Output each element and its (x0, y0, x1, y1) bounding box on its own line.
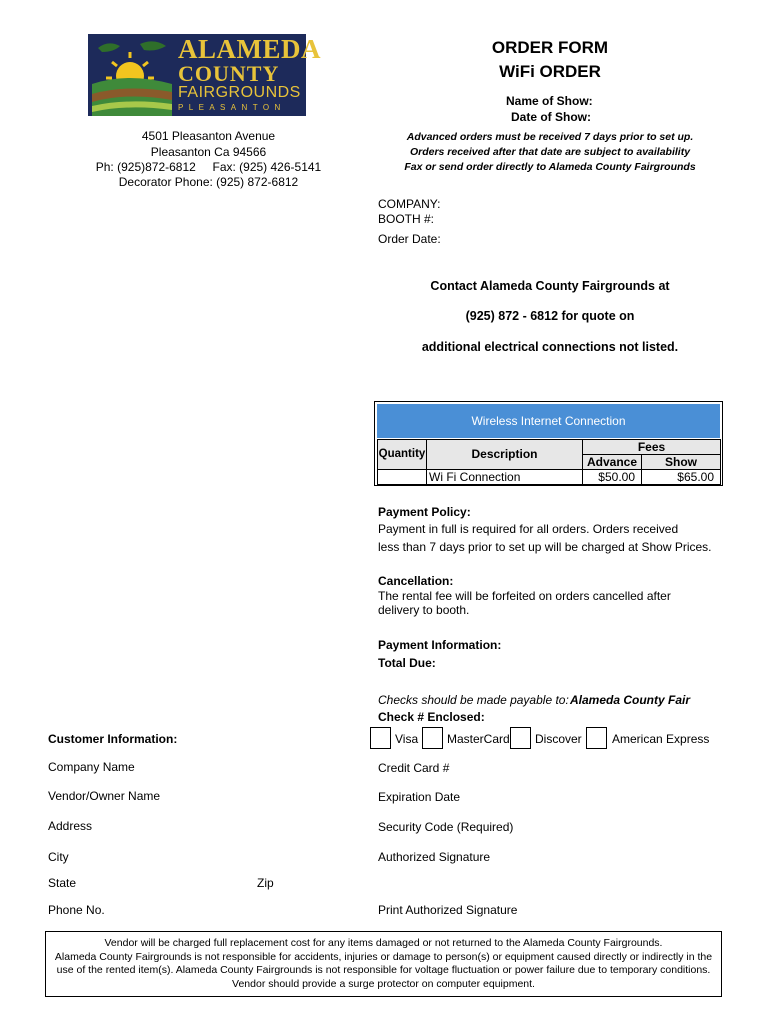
disclaimer-box (45, 931, 722, 997)
american-express-label: American Express (612, 732, 710, 746)
wifi-table (374, 401, 723, 486)
disclaimer-line-4: Vendor should provide a surge protector on computer equipment. (232, 977, 535, 990)
customer-info-title: Customer Information: (48, 732, 178, 746)
cancellation-line-1: The rental fee will be forfeited on orders cancelled after (378, 589, 671, 603)
visa-checkbox[interactable] (370, 727, 391, 749)
contact-line-3: additional electrical connections not listed. (421, 340, 679, 354)
checks-payee: Alameda County Fair (570, 693, 691, 707)
wifi-table-heading: Wireless Internet Connection (377, 404, 720, 438)
payment-info-title: Payment Information: (378, 638, 502, 652)
col-quantity-header: Quantity (377, 439, 427, 470)
logo-title-fairgrounds: FAIRGROUNDS (178, 84, 301, 101)
vendor-owner-field[interactable]: Vendor/Owner Name (48, 789, 161, 803)
form-title: ORDER FORM (491, 38, 609, 57)
payment-policy-line-2: less than 7 days prior to set up will be charged at Show Prices. (378, 540, 712, 554)
col-advance-header: Advance (582, 454, 642, 470)
zip-field[interactable]: Zip (257, 876, 274, 890)
total-due-label: Total Due: (378, 656, 436, 670)
cancellation-title: Cancellation: (378, 574, 454, 588)
logo-title-alameda: ALAMEDA (178, 34, 321, 64)
expiration-date-field[interactable]: Expiration Date (378, 790, 461, 804)
contact-line-1: Contact Alameda County Fairgrounds at (430, 279, 670, 293)
print-signature-field[interactable]: Print Authorized Signature (378, 903, 518, 917)
col-show-header: Show (641, 454, 721, 470)
notice-line-1: Advanced orders must be received 7 days prior to set up. (406, 131, 694, 143)
check-enclosed-label: Check # Enclosed: (378, 710, 485, 724)
cancellation-line-2: delivery to booth. (378, 603, 470, 617)
city-field[interactable]: City (48, 850, 69, 864)
order-date-label: Order Date: (378, 232, 441, 246)
disclaimer-line-2: Alameda County Fairgrounds is not responsible for accidents, injuries or damage to person(s) or equipment caused directly or indirectly in the (54, 950, 713, 963)
address-phone-fax: Ph: (925)872-6812 Fax: (925) 426-5141 (95, 160, 322, 174)
row-quantity-cell[interactable] (377, 469, 427, 485)
mastercard-checkbox[interactable] (422, 727, 443, 749)
booth-label: BOOTH #: (378, 212, 435, 226)
phone-field[interactable]: Phone No. (48, 903, 105, 917)
col-fees-header: Fees (582, 439, 721, 455)
row-description-cell: Wi Fi Connection (426, 469, 583, 485)
contact-line-2: (925) 872 - 6812 for quote on (465, 309, 635, 323)
show-name-label: Name of Show: (506, 94, 593, 108)
address-city: Pleasanton Ca 94566 (150, 145, 267, 159)
credit-card-field[interactable]: Credit Card # (378, 761, 450, 775)
disclaimer-line-1: Vendor will be charged full replacement cost for any items damaged or not returned to the Alameda County Fairgrounds. (104, 937, 663, 949)
state-field[interactable]: State (48, 876, 77, 890)
show-date-label: Date of Show: (511, 110, 591, 124)
address-street: 4501 Pleasanton Avenue (141, 129, 276, 143)
disclaimer-line-3: use of the rented item(s). Alameda County Fairgrounds is not responsible for voltage fluctuation or power failure due to temporary conditions. (56, 964, 711, 977)
row-advance-price: $50.00 (582, 469, 642, 485)
notice-line-3: Fax or send order directly to Alameda County Fairgrounds (404, 161, 696, 173)
discover-label: Discover (535, 732, 582, 746)
payment-policy-title: Payment Policy: (378, 505, 471, 519)
checks-payable-label: Checks should be made payable to: (378, 693, 569, 707)
notice-line-2: Orders received after that date are subject to availability (409, 146, 691, 158)
address-field[interactable]: Address (48, 819, 93, 833)
address-decorator-phone: Decorator Phone: (925) 872-6812 (118, 175, 299, 189)
company-label: COMPANY: (378, 197, 441, 211)
authorized-signature-field[interactable]: Authorized Signature (378, 850, 491, 864)
visa-label: Visa (395, 732, 419, 746)
logo-title-county: COUNTY (178, 61, 280, 86)
row-show-price: $65.00 (641, 469, 721, 485)
company-name-field[interactable]: Company Name (48, 760, 135, 774)
logo-title-pleasanton: PLEASANTON (178, 103, 286, 112)
discover-checkbox[interactable] (510, 727, 531, 749)
mastercard-label: MasterCard (447, 732, 510, 746)
form-subtitle: WiFi ORDER (499, 62, 601, 81)
payment-policy-line-1: Payment in full is required for all orders. Orders received (378, 522, 679, 536)
american-express-checkbox[interactable] (586, 727, 607, 749)
security-code-field[interactable]: Security Code (Required) (378, 820, 514, 834)
col-description-header: Description (426, 439, 583, 470)
